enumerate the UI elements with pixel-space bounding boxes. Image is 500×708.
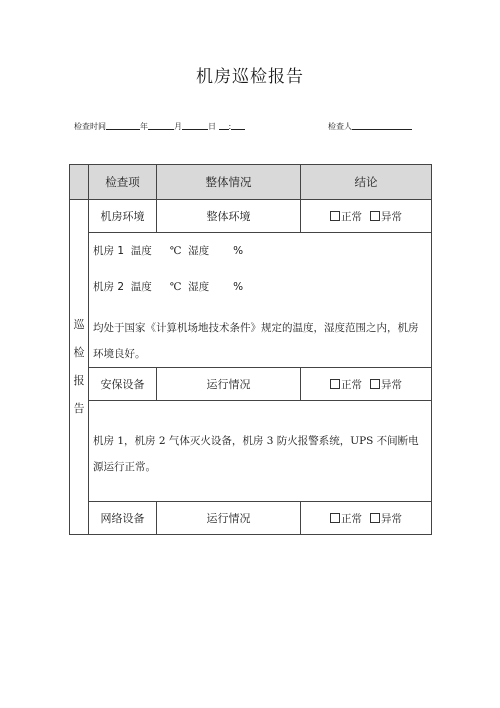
hour-blank[interactable] bbox=[219, 121, 229, 130]
inspector-blank[interactable] bbox=[352, 121, 412, 130]
normal-checkbox[interactable] bbox=[330, 379, 340, 389]
inspector-line bbox=[328, 121, 412, 132]
side-char: 巡 bbox=[73, 318, 85, 331]
month-blank[interactable] bbox=[182, 121, 208, 130]
conclusion-cell bbox=[301, 200, 432, 233]
security-details-row bbox=[70, 401, 432, 502]
status-cell: 运行情况 bbox=[157, 368, 301, 401]
conclusion-cell bbox=[301, 368, 432, 401]
env-details-row bbox=[70, 233, 432, 368]
header-corner-cell bbox=[70, 165, 89, 200]
normal-checkbox[interactable] bbox=[330, 211, 340, 221]
table-header-row bbox=[70, 165, 432, 200]
table-row-security bbox=[70, 368, 432, 401]
header-check-item: 检查项 bbox=[89, 165, 157, 200]
normal-label: 正常 bbox=[341, 512, 362, 525]
normal-label: 正常 bbox=[341, 210, 362, 223]
table-row-network bbox=[70, 502, 432, 535]
table-row-env bbox=[70, 200, 432, 233]
inspection-time-line bbox=[74, 121, 245, 132]
item-cell: 机房环境 bbox=[89, 200, 157, 233]
time-blank[interactable] bbox=[106, 121, 140, 130]
side-char: 报 bbox=[73, 374, 85, 387]
normal-checkbox[interactable] bbox=[330, 513, 340, 523]
minute-blank[interactable] bbox=[228, 121, 245, 131]
status-cell: 整体环境 bbox=[157, 200, 301, 233]
day-label: 日 bbox=[208, 122, 216, 131]
abnormal-label: 异常 bbox=[381, 378, 402, 391]
conclusion-cell bbox=[301, 502, 432, 535]
side-label-inspection-report bbox=[70, 200, 89, 535]
side-char: 检 bbox=[73, 346, 85, 359]
month-label: 月 bbox=[174, 122, 182, 131]
side-char: 告 bbox=[73, 402, 85, 415]
env-line-room2: 机房 2 温度 ℃ 湿度 % bbox=[93, 281, 244, 293]
abnormal-checkbox[interactable] bbox=[370, 513, 380, 523]
inspector-label: 检查人 bbox=[328, 122, 352, 131]
abnormal-label: 异常 bbox=[381, 512, 402, 525]
header-conclusion: 结论 bbox=[301, 165, 432, 200]
item-cell: 网络设备 bbox=[89, 502, 157, 535]
header-overall-status: 整体情况 bbox=[157, 165, 301, 200]
normal-label: 正常 bbox=[341, 378, 362, 391]
env-details-cell bbox=[89, 233, 432, 368]
check-time-label: 检查时间 bbox=[74, 122, 106, 131]
abnormal-label: 异常 bbox=[381, 210, 402, 223]
year-blank[interactable] bbox=[148, 121, 174, 130]
abnormal-checkbox[interactable] bbox=[370, 379, 380, 389]
year-label: 年 bbox=[140, 122, 148, 131]
item-cell: 安保设备 bbox=[89, 368, 157, 401]
env-conclusion-text: 均处于国家《计算机场地技术条件》规定的温度，湿度范围之内，机房环境良好。 bbox=[93, 322, 419, 360]
security-details-text: 机房 1，机房 2 气体灭火设备，机房 3 防火报警系统，UPS 不间断电源运行正常。 bbox=[93, 435, 419, 473]
inspection-table bbox=[69, 164, 432, 535]
env-line-room1: 机房 1 温度 ℃ 湿度 % bbox=[93, 245, 244, 257]
page-title: 机房巡检报告 bbox=[196, 67, 304, 87]
time-colon: : bbox=[228, 122, 232, 131]
security-details-cell bbox=[89, 401, 432, 502]
abnormal-checkbox[interactable] bbox=[370, 211, 380, 221]
status-cell: 运行情况 bbox=[157, 502, 301, 535]
